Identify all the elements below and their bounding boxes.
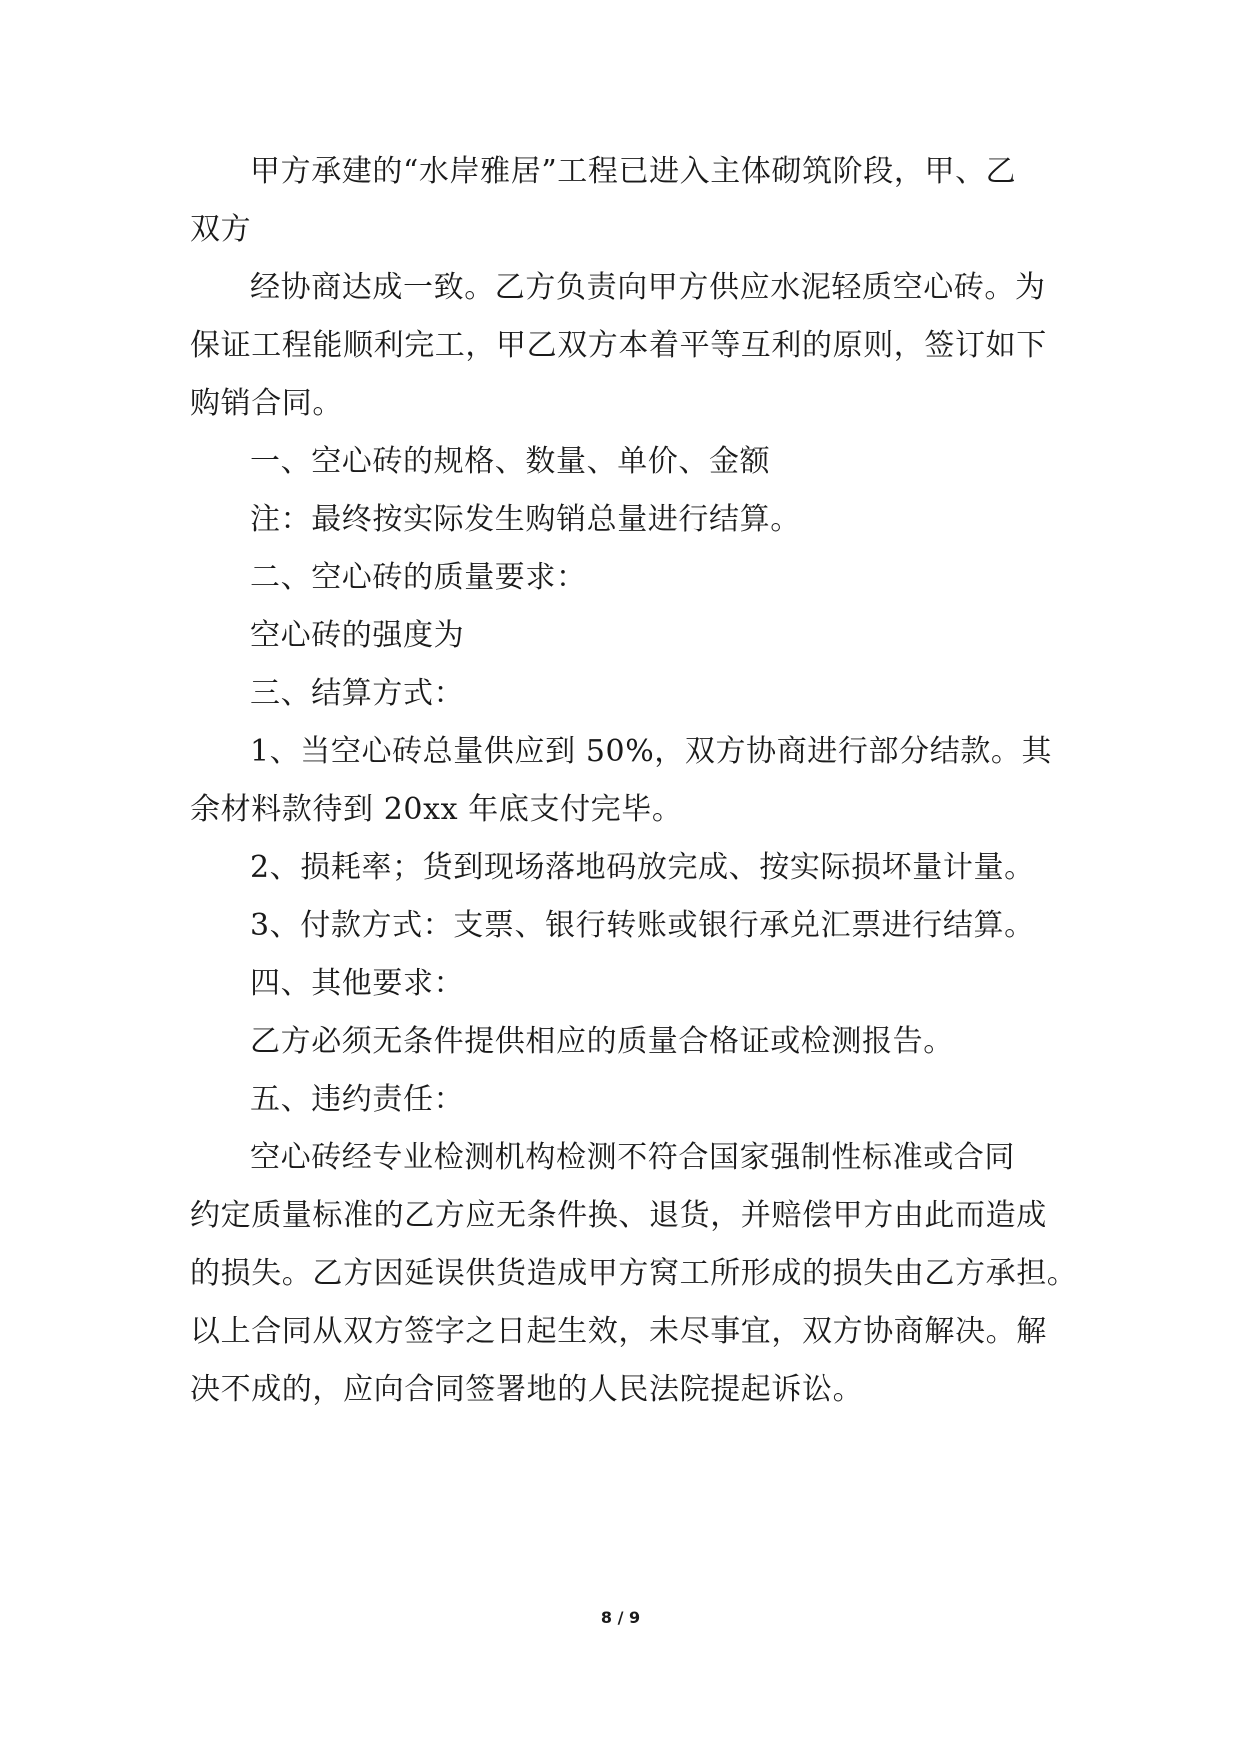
text-line: 甲方承建的“水岸雅居”工程已进入主体砌筑阶段，甲、乙 xyxy=(250,154,1017,189)
section-heading: 二、空心砖的质量要求： xyxy=(250,560,587,595)
section-heading: 五、违约责任： xyxy=(250,1082,465,1117)
text-line: 1、当空心砖总量供应到 50%，双方协商进行部分结款。其 xyxy=(250,734,1053,769)
text-line: 决不成的，应向合同签署地的人民法院提起诉讼。 xyxy=(190,1372,864,1407)
text-line: 3、付款方式：支票、银行转账或银行承兑汇票进行结算。 xyxy=(250,908,1035,943)
text-line: 空心砖经专业检测机构检测不符合国家强制性标准或合同 xyxy=(250,1140,1015,1175)
text-line: 空心砖的强度为 xyxy=(250,618,465,653)
text-line: 保证工程能顺利完工，甲乙双方本着平等互利的原则，签订如下 xyxy=(190,328,1047,363)
section-heading: 三、结算方式： xyxy=(250,676,465,711)
text-line: 约定质量标准的乙方应无条件换、退货，并赔偿甲方由此而造成 xyxy=(190,1198,1047,1233)
section-heading: 四、其他要求： xyxy=(250,966,465,1001)
text-line: 经协商达成一致。乙方负责向甲方供应水泥轻质空心砖。为 xyxy=(250,270,1046,305)
text-line: 双方 xyxy=(190,212,252,247)
text-line: 乙方必须无条件提供相应的质量合格证或检测报告。 xyxy=(250,1024,954,1059)
page-number: 8 / 9 xyxy=(600,1608,641,1627)
text-line: 2、损耗率；货到现场落地码放完成、按实际损坏量计量。 xyxy=(250,850,1035,885)
text-line: 以上合同从双方签字之日起生效，未尽事宜，双方协商解决。解 xyxy=(190,1314,1047,1349)
section-heading: 一、空心砖的规格、数量、单价、金额 xyxy=(250,444,771,479)
text-line: 购销合同。 xyxy=(190,386,343,421)
text-line: 注：最终按实际发生购销总量进行结算。 xyxy=(250,502,801,537)
text-line: 余材料款待到 20xx 年底支付完毕。 xyxy=(190,792,683,827)
text-line: 的损失。乙方因延误供货造成甲方窝工所形成的损失由乙方承担。 xyxy=(190,1256,1078,1291)
